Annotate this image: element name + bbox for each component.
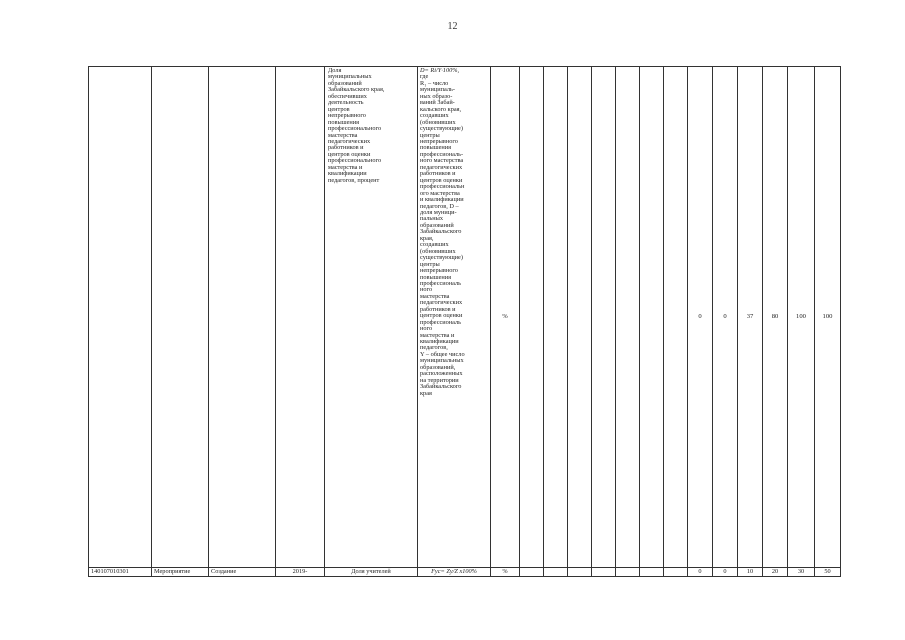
- method-line: центров оценки: [420, 176, 463, 184]
- empty-cell: [592, 67, 616, 568]
- method-line: мастерства и: [420, 331, 455, 339]
- page-number: 12: [447, 21, 458, 32]
- value-cell: 0: [688, 67, 713, 568]
- period-cell: 2019-: [276, 568, 325, 577]
- method-line: ных образо-: [420, 92, 453, 100]
- table-cell-method: [418, 67, 491, 568]
- empty-cell: [544, 67, 568, 568]
- method-line: муниципальных: [420, 357, 464, 365]
- indicator-line: педагогических: [328, 137, 371, 145]
- method-line: ного: [420, 286, 433, 294]
- method-line: (обновивших: [420, 247, 456, 255]
- table-cell-type: [152, 67, 209, 568]
- indicator-line: мастерства: [328, 131, 358, 139]
- empty-cell: [568, 568, 592, 577]
- method-cell: Fус= Zy/Z x100%: [418, 568, 491, 577]
- name-cell: Создание: [209, 568, 276, 577]
- table-cell-indicator: [325, 67, 418, 568]
- method-line: (обновивших: [420, 118, 456, 126]
- method-line: и квалификации: [420, 196, 464, 204]
- method-line: где: [420, 73, 429, 81]
- method-line: расположенных: [420, 370, 463, 378]
- method-line: центры: [420, 260, 440, 268]
- indicator-line: центров: [328, 105, 350, 113]
- empty-cell: [616, 67, 640, 568]
- method-line: R₁ – число: [420, 79, 449, 87]
- method-text: [420, 68, 488, 397]
- indicator-line: образований: [328, 79, 362, 87]
- indicator-line: педагогов, процент: [328, 176, 380, 184]
- empty-cell: [568, 67, 592, 568]
- value-cell: 0: [713, 67, 738, 568]
- method-line: педагогов,: [420, 344, 448, 352]
- empty-cell: [520, 67, 544, 568]
- method-line: профессиональ-: [420, 150, 464, 158]
- method-line: работников и: [420, 170, 456, 178]
- empty-cell: [520, 568, 544, 577]
- method-line: повышения: [420, 144, 452, 152]
- method-line: работников и: [420, 305, 456, 313]
- empty-cell: [640, 67, 664, 568]
- indicator-line: работников и: [328, 144, 364, 152]
- method-line: Забайкальского: [420, 228, 462, 236]
- method-line: создавших: [420, 241, 449, 249]
- method-line: края,: [420, 234, 434, 242]
- indicator-line: профессионального: [328, 157, 382, 165]
- method-line: создавших: [420, 112, 449, 120]
- table-cell-name: [209, 67, 276, 568]
- value-cell: 100: [788, 67, 815, 568]
- method-line: Y – общее число: [420, 350, 465, 358]
- method-line: центры: [420, 131, 440, 139]
- method-line: мастерства: [420, 292, 450, 300]
- indicator-line: обеспечивших: [328, 92, 367, 100]
- indicator-line: Забайкальского края,: [328, 86, 385, 94]
- indicator-line: повышения: [328, 118, 360, 126]
- empty-cell: [592, 568, 616, 577]
- empty-cell: [616, 568, 640, 577]
- method-line: на территории: [420, 376, 459, 384]
- method-line: образований: [420, 221, 454, 229]
- empty-cell: [640, 568, 664, 577]
- value-cell: 50: [815, 568, 841, 577]
- value-cell: 100: [815, 67, 841, 568]
- program-table: [88, 66, 841, 577]
- method-line: профессиональ: [420, 279, 462, 287]
- method-line: повышения: [420, 273, 452, 281]
- table-row: [89, 568, 841, 577]
- method-line: Забайкальского: [420, 383, 462, 391]
- method-line: ного мастерства: [420, 157, 464, 165]
- method-line: педагогических: [420, 299, 463, 307]
- indicator-text: [328, 68, 415, 184]
- indicator-line: непрерывного: [328, 112, 366, 120]
- method-line: профессиональ: [420, 318, 462, 326]
- method-line: кальского края,: [420, 105, 462, 113]
- value-cell: 0: [713, 568, 738, 577]
- method-line: D= Ri/Y·100%,: [420, 67, 460, 74]
- value-cell: 10: [738, 568, 763, 577]
- method-line: педагогов, D –: [420, 202, 459, 210]
- value-cell: 30: [788, 568, 815, 577]
- value-cell: 37: [738, 67, 763, 568]
- method-line: центров оценки: [420, 312, 463, 320]
- indicator-line: деятельность: [328, 99, 364, 107]
- method-line: профессиональн: [420, 183, 465, 191]
- empty-cell: [664, 568, 688, 577]
- table-cell-code: [89, 67, 152, 568]
- method-line: непрерывного: [420, 137, 458, 145]
- indicator-line: квалификации: [328, 170, 367, 178]
- indicator-line: центров оценки: [328, 150, 371, 158]
- method-line: доля муници-: [420, 208, 457, 216]
- method-line: непрерывного: [420, 267, 458, 275]
- method-line: пальных: [420, 215, 443, 223]
- value-cell: 20: [763, 568, 788, 577]
- empty-cell: [544, 568, 568, 577]
- method-line: квалификации: [420, 338, 459, 346]
- indicator-line: Доля: [328, 67, 342, 74]
- table-cell-period: [276, 67, 325, 568]
- method-line: педагогических: [420, 163, 463, 171]
- value-cell: 80: [763, 67, 788, 568]
- indicator-line: муниципальных: [328, 73, 372, 81]
- value-cell: 0: [688, 568, 713, 577]
- method-line: образований,: [420, 363, 456, 371]
- table-row: [89, 67, 841, 568]
- method-line: ого мастерства: [420, 189, 460, 197]
- unit-cell: %: [491, 67, 520, 568]
- method-line: муниципаль-: [420, 86, 455, 94]
- method-line: края: [420, 389, 432, 397]
- method-line: существующие): [420, 254, 463, 262]
- method-line: существующие): [420, 125, 463, 133]
- type-cell: Мероприятие: [152, 568, 209, 577]
- method-line: ваний Забай-: [420, 99, 455, 107]
- indicator-line: мастерства и: [328, 163, 363, 171]
- indicator-cell: Доля учителей: [325, 568, 418, 577]
- method-line: ного: [420, 325, 433, 333]
- unit-cell: %: [491, 568, 520, 577]
- indicator-line: профессионального: [328, 125, 382, 133]
- code-cell: 140107010301: [89, 568, 152, 577]
- empty-cell: [664, 67, 688, 568]
